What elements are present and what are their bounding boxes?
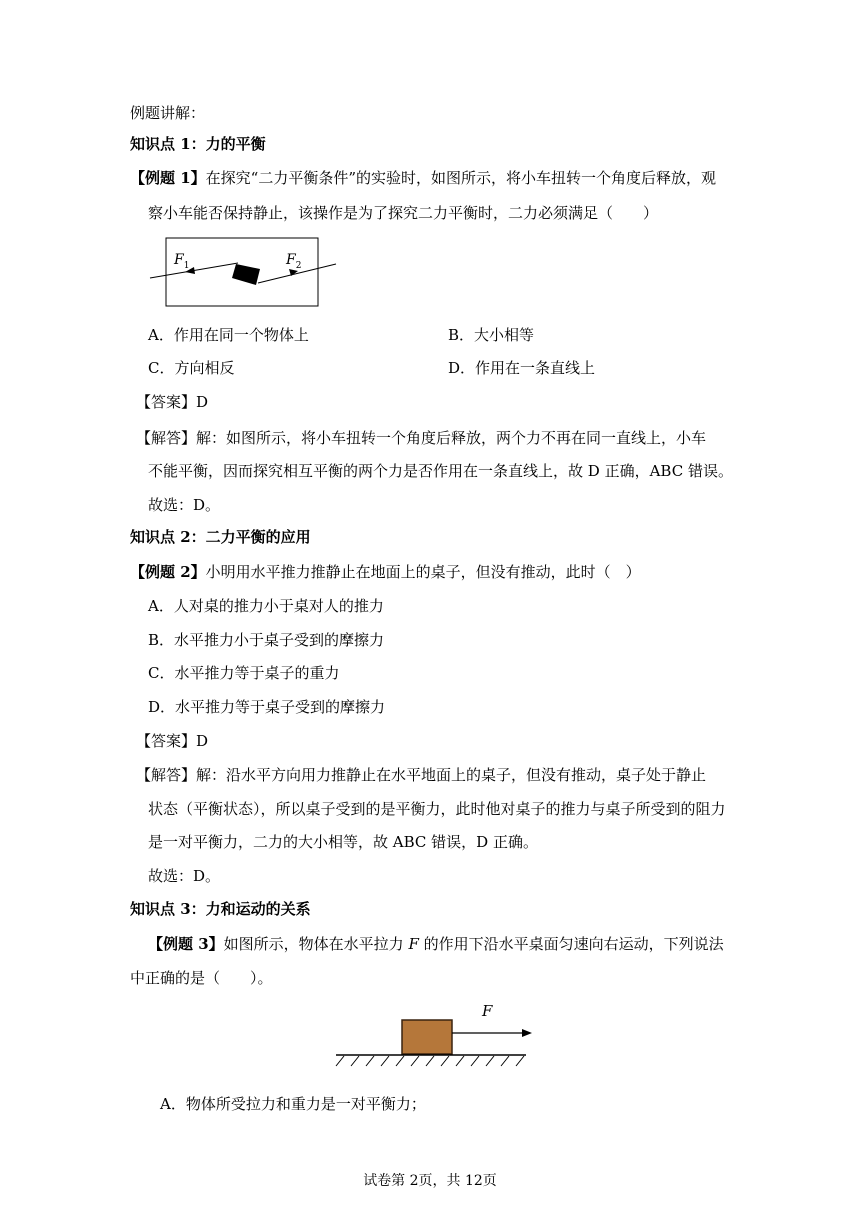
page-footer: 试卷第 2页，共 12页 xyxy=(363,1173,497,1189)
kp2-option-a: A．人对桌的推力小于桌对人的推力 xyxy=(148,597,384,615)
kp2-choice: 故选：D。 xyxy=(148,867,221,885)
kp1-option-c: C．方向相反 xyxy=(148,359,235,377)
kp1-option-b: B．大小相等 xyxy=(448,326,535,344)
force-arrowhead xyxy=(522,1029,532,1037)
kp2-title: 知识点 2：二力平衡的应用 xyxy=(130,528,311,546)
toy-cart xyxy=(232,264,260,285)
kp3-block-diagram xyxy=(330,1000,550,1070)
kp3-title: 知识点 3：力和运动的关系 xyxy=(130,900,311,918)
kp2-option-d: D．水平推力等于桌子受到的摩擦力 xyxy=(148,698,386,716)
kp1-title: 知识点 1：力的平衡 xyxy=(130,135,266,153)
kp2-explanation-line3: 是一对平衡力，二力的大小相等，故 ABC 错误，D 正确。 xyxy=(148,833,538,851)
kp1-explanation-line2: 不能平衡，因而探究相互平衡的两个力是否作用在一条直线上，故 D 正确，ABC 错误。 xyxy=(148,462,733,480)
kp1-question-line1: 【例题 1】在探究“二力平衡条件”的实验时，如图所示，将小车扭转一个角度后释放，观 xyxy=(130,169,717,187)
kp3-option-a: A．物体所受拉力和重力是一对平衡力； xyxy=(160,1095,426,1113)
kp2-question-line1: 【例题 2】小明用水平推力推静止在地面上的桌子，但没有推动，此时（ ） xyxy=(130,563,641,581)
kp3-example-label: 【例题 3】 xyxy=(148,935,224,953)
wooden-block xyxy=(402,1020,452,1054)
force-symbol: F xyxy=(408,935,419,953)
kp1-example-label: 【例题 1】 xyxy=(130,169,206,187)
f1-label: $F_1$ xyxy=(174,252,190,271)
force-label: F xyxy=(482,1002,493,1020)
kp1-answer: 【答案】D xyxy=(136,393,209,411)
kp1-explanation-line1: 【解答】解：如图所示，将小车扭转一个角度后释放，两个力不再在同一直线上，小车 xyxy=(136,429,707,447)
kp1-option-d: D．作用在一条直线上 xyxy=(448,359,596,377)
kp3-question-line1: 【例题 3】如图所示，物体在水平拉力 F 的作用下沿水平桌面匀速向右运动，下列说法 xyxy=(148,935,724,953)
kp1-force-diagram xyxy=(140,230,340,310)
f2-label: $F_2$ xyxy=(286,252,302,271)
section-intro: 例题讲解： xyxy=(130,104,206,122)
kp2-explanation-line1: 【解答】解：沿水平方向用力推静止在水平地面上的桌子，但没有推动，桌子处于静止 xyxy=(136,766,707,784)
kp2-option-c: C．水平推力等于桌子的重力 xyxy=(148,664,340,682)
kp1-question-line2: 察小车能否保持静止，该操作是为了探究二力平衡时，二力必须满足（ ） xyxy=(148,204,659,222)
kp2-option-b: B．水平推力小于桌子受到的摩擦力 xyxy=(148,631,385,649)
ground-hatching xyxy=(336,1056,524,1066)
kp1-choice: 故选：D。 xyxy=(148,496,221,514)
kp3-question-line2: 中正确的是（ ）。 xyxy=(130,969,273,987)
kp1-option-a: A．作用在同一个物体上 xyxy=(148,326,309,344)
kp2-answer: 【答案】D xyxy=(136,732,209,750)
kp2-example-label: 【例题 2】 xyxy=(130,563,206,581)
kp2-explanation-line2: 状态（平衡状态），所以桌子受到的是平衡力，此时他对桌子的推力与桌子所受到的阻力 xyxy=(148,800,726,818)
